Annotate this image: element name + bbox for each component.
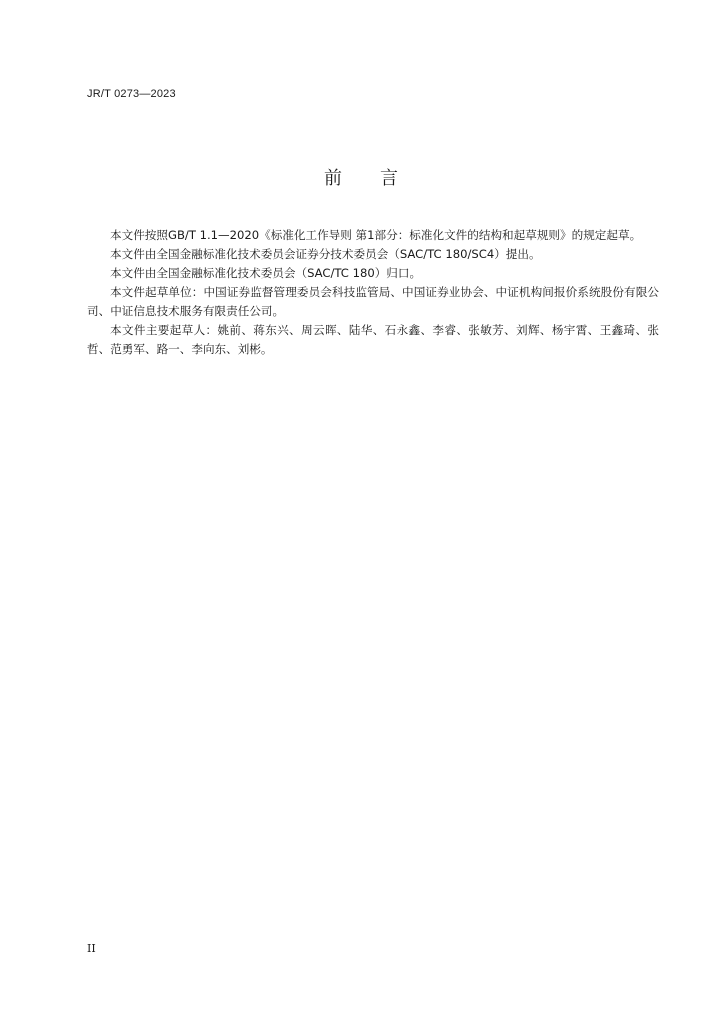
paragraph-proposed-by: 本文件由全国金融标准化技术委员会证券分技术委员会（SAC/TC 180/SC4）提出。	[110, 247, 541, 261]
foreword-body	[87, 226, 659, 359]
page-number: II	[87, 942, 96, 955]
document-code: JR/T 0273—2023	[87, 88, 176, 100]
paragraph-drafting-basis: 本文件按照GB/T 1.1—2020《标准化工作导则 第1部分：标准化文件的结构和起草规则》的规定起草。	[110, 228, 642, 242]
title-char-2: 言	[380, 168, 400, 189]
paragraph-drafters: 本文件主要起草人：姚前、蒋东兴、周云晖、陆华、石永鑫、李睿、张敏芳、刘辉、杨宇霄、王鑫琦、张哲、范勇军、路一、李向东、刘彬。	[87, 323, 659, 356]
page-title	[0, 164, 724, 190]
paragraph-drafting-units: 本文件起草单位：中国证券监督管理委员会科技监管局、中国证券业协会、中证机构间报价系统股份有限公司、中证信息技术服务有限责任公司。	[87, 285, 659, 318]
title-char-1: 前	[324, 168, 344, 189]
paragraph-centralized-by: 本文件由全国金融标准化技术委员会（SAC/TC 180）归口。	[110, 266, 422, 280]
